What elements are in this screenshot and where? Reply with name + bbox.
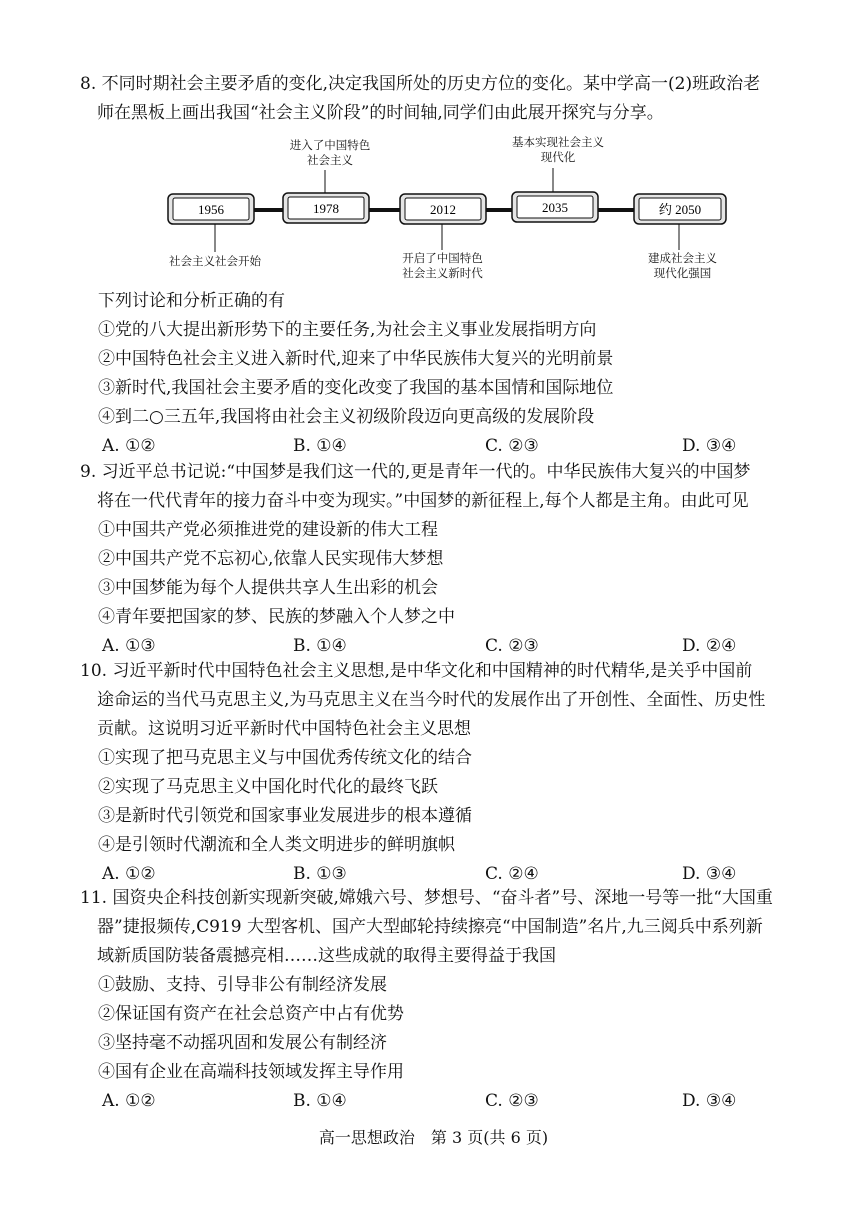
label-2012-line-1: 开启了中国特色 — [402, 251, 483, 265]
question-8-choice-a[interactable]: A. ①② — [102, 436, 156, 456]
question-11-option-1: ①鼓励、支持、引导非公有制经济发展 — [98, 975, 387, 995]
label-2035 — [498, 135, 618, 165]
question-8-choice-b[interactable]: B. ①④ — [293, 436, 347, 456]
label-2012-line-2: 社会主义新时代 — [402, 266, 483, 280]
label-1956: 社会主义社会开始 — [169, 254, 261, 268]
question-8-choice-d[interactable]: D. ③④ — [682, 436, 737, 456]
year-1956: 1956 — [198, 202, 224, 217]
question-11 — [80, 884, 800, 1116]
year-box-1978 — [283, 193, 369, 223]
year-box-2012 — [400, 194, 486, 224]
question-11-choice-c[interactable]: C. ②③ — [485, 1091, 539, 1111]
label-2050 — [630, 251, 735, 281]
question-8-stem-line-2: 师在黑板上画出我国“社会主义阶段”的时间轴,同学们由此展开探究与分享。 — [97, 103, 664, 123]
question-10 — [80, 657, 800, 889]
question-11-option-3: ③坚持毫不动摇巩固和发展公有制经济 — [98, 1033, 387, 1053]
timeline-diagram — [160, 130, 740, 290]
question-9-choice-a[interactable]: A. ①③ — [102, 636, 156, 656]
question-11-choices — [80, 1087, 800, 1116]
question-8-prompt: 下列讨论和分析正确的有 — [98, 291, 285, 311]
question-11-stem-line-2: 器”捷报频传,C919 大型客机、国产大型邮轮持续擦亮“中国制造”名片,九三阅兵中系列新 — [97, 917, 763, 937]
question-10-choice-b[interactable]: B. ①③ — [293, 864, 347, 884]
question-11-choice-b[interactable]: B. ①④ — [293, 1091, 347, 1111]
question-9-option-3: ③中国梦能为每个人提供共享人生出彩的机会 — [98, 578, 438, 598]
question-10-choice-a[interactable]: A. ①② — [102, 864, 156, 884]
question-9 — [80, 458, 800, 661]
label-2035-line-2: 现代化 — [540, 150, 576, 164]
question-9-choice-b[interactable]: B. ①④ — [293, 636, 347, 656]
question-11-stem-line-1: 11. 国资央企科技创新实现新突破,嫦娥六号、梦想号、“奋斗者”号、深地一号等一批“大国重 — [80, 888, 773, 908]
year-1978: 1978 — [313, 201, 339, 216]
year-box-2050 — [634, 194, 726, 224]
question-8-option-3: ③新时代,我国社会主要矛盾的变化改变了我国的基本国情和国际地位 — [98, 378, 614, 398]
question-10-option-3: ③是新时代引领党和国家事业发展进步的根本遵循 — [98, 806, 472, 826]
question-9-stem-line-1: 9. 习近平总书记说:“中国梦是我们这一代的,更是青年一代的。中华民族伟大复兴的中国梦 — [80, 462, 751, 482]
question-10-option-2: ②实现了马克思主义中国化时代化的最终飞跃 — [98, 777, 438, 797]
label-1978 — [275, 138, 385, 168]
question-10-option-4: ④是引领时代潮流和全人类文明进步的鲜明旗帜 — [98, 835, 455, 855]
question-8-option-2: ②中国特色社会主义进入新时代,迎来了中华民族伟大复兴的光明前景 — [98, 349, 614, 369]
question-8-stem-line-1: 8. 不同时期社会主要矛盾的变化,决定我国所处的历史方位的变化。某中学高一(2)班政治老 — [80, 74, 761, 94]
year-2035: 2035 — [542, 200, 568, 215]
label-2050-line-1: 建成社会主义 — [648, 251, 717, 265]
label-2035-line-1: 基本实现社会主义 — [512, 135, 604, 149]
year-2012: 2012 — [430, 202, 456, 217]
question-10-choice-c[interactable]: C. ②④ — [485, 864, 539, 884]
label-1978-line-1: 进入了中国特色 — [289, 138, 371, 152]
question-10-stem-line-1: 10. 习近平新时代中国特色社会主义思想,是中华文化和中国精神的时代精华,是关乎中国前 — [80, 661, 753, 681]
question-9-stem-line-2: 将在一代代青年的接力奋斗中变为现实。”中国梦的新征程上,每个人都是主角。由此可见 — [97, 491, 749, 511]
question-8 — [80, 70, 800, 128]
question-11-option-2: ②保证国有资产在社会总资产中占有优势 — [98, 1004, 404, 1024]
question-8-choice-c[interactable]: C. ②③ — [485, 436, 539, 456]
question-9-option-1: ①中国共产党必须推进党的建设新的伟大工程 — [98, 520, 438, 540]
label-2012 — [385, 251, 500, 281]
question-10-stem-line-2: 途命运的当代马克思主义,为马克思主义在当今时代的发展作出了开创性、全面性、历史性 — [97, 690, 766, 710]
question-8-option-4: ④到二○三五年,我国将由社会主义初级阶段迈向更高级的发展阶段 — [98, 407, 595, 427]
year-about-2050: 约 2050 — [658, 202, 702, 217]
question-11-option-4: ④国有企业在高端科技领域发挥主导作用 — [98, 1062, 404, 1082]
question-11-choice-d[interactable]: D. ③④ — [682, 1091, 737, 1111]
question-8-option-1: ①党的八大提出新形势下的主要任务,为社会主义事业发展指明方向 — [98, 320, 597, 340]
label-1978-line-2: 社会主义 — [307, 153, 353, 167]
question-9-option-4: ④青年要把国家的梦、民族的梦融入个人梦之中 — [98, 607, 455, 627]
question-8-choices — [80, 432, 800, 461]
question-8-body — [80, 287, 800, 461]
year-box-1956 — [168, 194, 254, 224]
year-box-2035 — [512, 192, 598, 222]
question-9-choice-c[interactable]: C. ②③ — [485, 636, 539, 656]
question-9-option-2: ②中国共产党不忘初心,依靠人民实现伟大梦想 — [98, 549, 444, 569]
question-10-stem-line-3: 贡献。这说明习近平新时代中国特色社会主义思想 — [97, 719, 471, 739]
question-9-choice-d[interactable]: D. ②④ — [682, 636, 737, 656]
page-footer: 高一思想政治 第 3 页(共 6 页) — [318, 1128, 549, 1147]
question-10-option-1: ①实现了把马克思主义与中国优秀传统文化的结合 — [98, 748, 472, 768]
label-2050-line-2: 现代化强国 — [653, 266, 712, 280]
question-11-choice-a[interactable]: A. ①② — [102, 1091, 156, 1111]
question-11-stem-line-3: 域新质国防装备震撼亮相……这些成就的取得主要得益于我国 — [97, 946, 556, 966]
question-10-choice-d[interactable]: D. ③④ — [682, 864, 737, 884]
